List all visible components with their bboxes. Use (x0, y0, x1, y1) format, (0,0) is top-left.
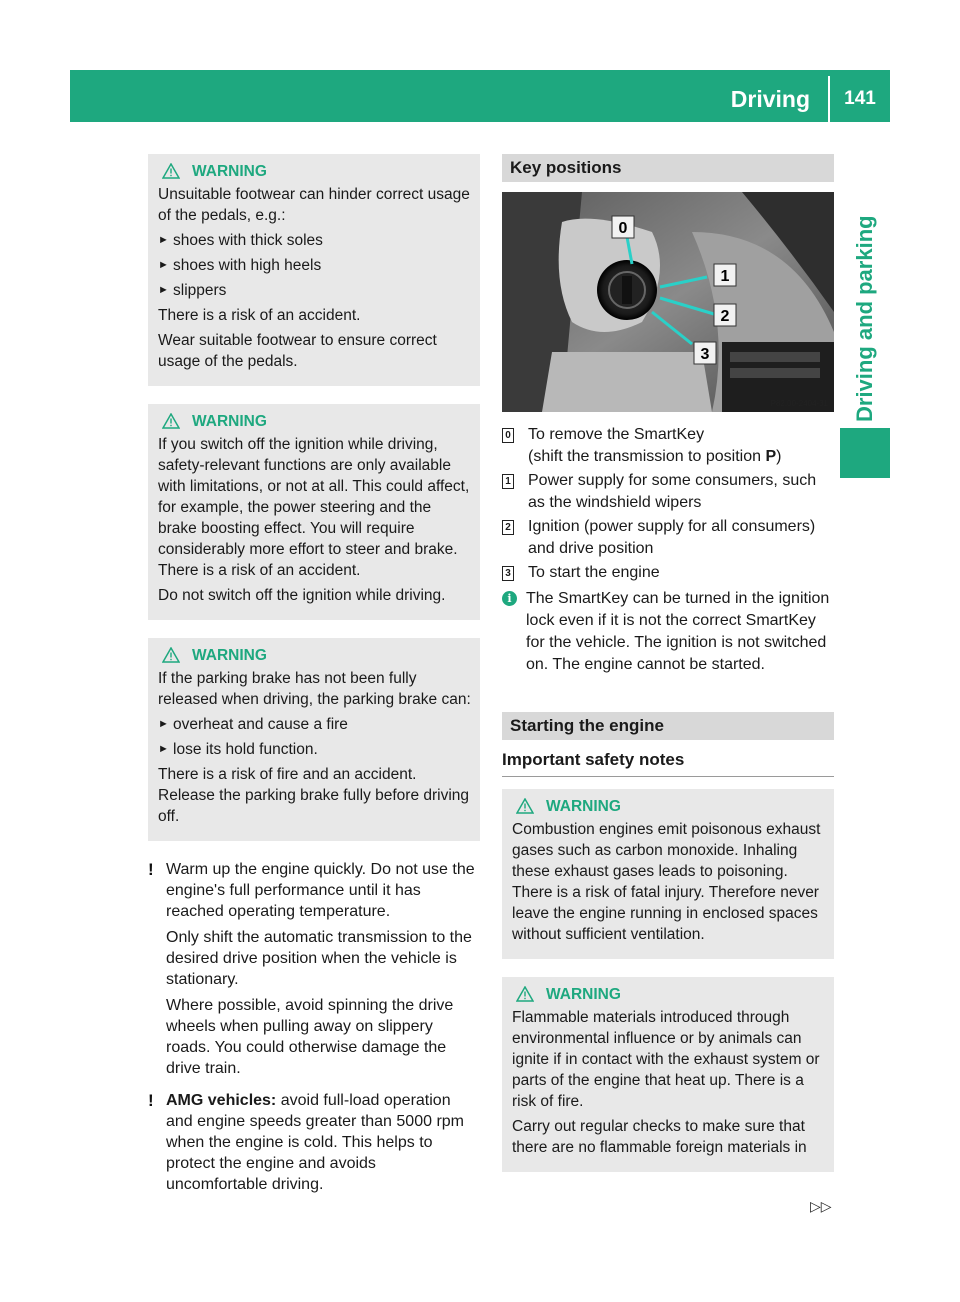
exclamation-icon: ! (148, 860, 154, 879)
bullet-icon: ► (158, 259, 169, 271)
starting-engine-heading: Starting the engine (502, 712, 834, 740)
list-item: 1 Power supply for some consumers, such as the windshield wipers (502, 470, 834, 514)
warning-text: Combustion engines emit poisonous exhaust gases such as carbon monoxide. Inhaling these exhaust gases leads to poisoning. There is a risk of fatal injury. Therefore never leave the engine running in enclosed spaces without sufficient ventilation. (512, 821, 821, 943)
safety-notes-subheading: Important safety notes (502, 750, 834, 777)
notice-text: AMG vehicles: avoid full-load operation and engine speeds greater than 5000 rpm when the engine is cold. This helps to protect the engine and avoids uncomfortable driving. (166, 1092, 464, 1193)
warning-header (512, 795, 826, 817)
warning-triangle-icon (162, 163, 180, 179)
warning-triangle-icon (162, 413, 180, 429)
notice-amg (148, 1090, 480, 1200)
list-item: 0 To remove the SmartKey (shift the transmission to position P) (502, 424, 834, 468)
warning-title: WARNING (546, 985, 621, 1003)
warning-text: Unsuitable footwear can hinder correct usage of the pedals, e.g.: (158, 186, 470, 224)
bullet-icon: ► (158, 718, 169, 730)
bullet-icon: ► (158, 284, 169, 296)
list-item: 3 To start the engine (502, 562, 834, 584)
warning-header (158, 160, 472, 182)
position-number: 2 (502, 520, 514, 535)
exclamation-icon: ! (148, 1091, 154, 1110)
section-title: Driving (730, 86, 810, 112)
bullet-icon: ► (158, 234, 169, 246)
warning-text: If the parking brake has not been fully released when driving, the parking brake can: (158, 670, 471, 708)
info-note: i The SmartKey can be turned in the ignition lock even if it is not the correct SmartKey for the vehicle. The ignition is not switched on. The engine cannot be started. (502, 588, 834, 676)
callout-1: 1 (720, 268, 730, 285)
callout-2: 2 (720, 308, 730, 325)
warning-header (158, 644, 472, 666)
info-icon: i (502, 591, 517, 606)
left-column (148, 154, 480, 1206)
warning-box-ignition (148, 404, 480, 620)
warning-text: There is a risk of fire and an accident. Release the parking brake fully before driving off. (158, 766, 470, 825)
list-item: ► shoes with thick soles (158, 232, 323, 249)
list-item: ► lose its hold function. (158, 741, 318, 758)
warning-triangle-icon (516, 798, 534, 814)
key-positions-heading: Key positions (502, 154, 834, 182)
warning-text: If you switch off the ignition while driving, safety-relevant functions are only available with limitations, or not at all. This could affect, for example, the power steering and the brake boosting effect. You will require considerably more effort to steer and brake. There is a risk of an accident. (158, 436, 470, 579)
position-number: 1 (502, 474, 514, 489)
warning-text: There is a risk of an accident. (158, 307, 361, 324)
notice-text: Where possible, avoid spinning the drive wheels when pulling away on slippery roads. You could otherwise damage the drive train. (166, 997, 454, 1077)
warning-text: Flammable materials introduced through environmental influence or by animals can ignite if in contact with the exhaust system or parts of the engine that heat up. There is a risk of fire. (512, 1009, 820, 1110)
warning-box-parking-brake (148, 638, 480, 841)
notice-engine-warmup (148, 859, 480, 1084)
right-column (502, 154, 834, 1190)
warning-text: Carry out regular checks to make sure that there are no flammable foreign materials in (512, 1118, 807, 1156)
header-bar (70, 70, 890, 122)
warning-triangle-icon (516, 986, 534, 1002)
photo-code: P82.00-2404-31 (770, 399, 828, 408)
warning-title: WARNING (546, 797, 621, 815)
bullet-icon: ► (158, 743, 169, 755)
notice-text: Only shift the automatic transmission to the desired drive position when the vehicle is stationary. (166, 929, 472, 988)
warning-box-footwear (148, 154, 480, 386)
list-item: ► shoes with high heels (158, 257, 322, 274)
position-number: 3 (502, 566, 514, 581)
warning-header (158, 410, 472, 432)
notice-text: Warm up the engine quickly. Do not use the engine's full performance until it has reached operating temperature. (166, 861, 475, 920)
warning-header (512, 983, 826, 1005)
ignition-lock-photo (502, 192, 834, 412)
warning-title: WARNING (192, 646, 267, 664)
continue-arrow-icon: ▷▷ (810, 1198, 832, 1214)
position-number: 0 (502, 428, 514, 443)
warning-text: Do not switch off the ignition while driving. (158, 587, 446, 604)
warning-box-exhaust (502, 789, 834, 959)
callout-0: 0 (618, 220, 628, 237)
list-item: ► overheat and cause a fire (158, 716, 348, 733)
page-number: 141 (844, 88, 876, 109)
warning-text: Wear suitable footwear to ensure correct usage of the pedals. (158, 332, 437, 370)
warning-title: WARNING (192, 162, 267, 180)
warning-triangle-icon (162, 647, 180, 663)
side-tab-marker (840, 428, 890, 478)
callout-3: 3 (700, 346, 710, 363)
warning-title: WARNING (192, 412, 267, 430)
list-item: ► slippers (158, 282, 227, 299)
side-tab-label: Driving and parking (852, 215, 877, 422)
list-item: 2 Ignition (power supply for all consumers) and drive position (502, 516, 834, 560)
warning-box-flammable (502, 977, 834, 1172)
